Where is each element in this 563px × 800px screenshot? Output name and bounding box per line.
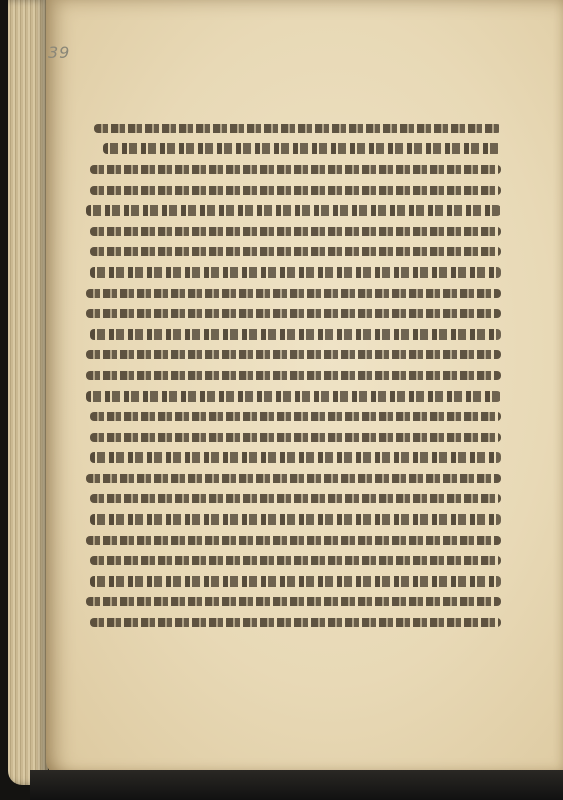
manuscript-line <box>86 365 501 386</box>
manuscript-text-block <box>86 118 501 678</box>
line-text <box>86 468 501 489</box>
line-text <box>86 592 501 613</box>
manuscript-line <box>86 303 501 324</box>
manuscript-line <box>86 324 501 345</box>
line-text <box>86 509 501 530</box>
line-text <box>86 489 501 510</box>
manuscript-line <box>86 180 501 201</box>
line-text <box>86 324 501 345</box>
line-text <box>86 571 501 592</box>
manuscript-line <box>86 139 501 160</box>
folio-number: 39 <box>48 43 71 62</box>
line-text <box>86 303 501 324</box>
manuscript-line <box>86 159 501 180</box>
manuscript-line <box>86 612 501 633</box>
manuscript-line <box>86 406 501 427</box>
manuscript-line <box>86 509 501 530</box>
manuscript-line <box>86 571 501 592</box>
manuscript-line <box>86 200 501 221</box>
line-text <box>86 406 501 427</box>
manuscript-line <box>86 468 501 489</box>
manuscript-line <box>86 386 501 407</box>
manuscript-line <box>86 489 501 510</box>
line-text <box>86 118 501 139</box>
line-text <box>86 221 501 242</box>
page-edges <box>8 0 48 785</box>
line-text <box>86 612 501 633</box>
manuscript-line <box>86 550 501 571</box>
manuscript-line <box>86 262 501 283</box>
line-text <box>86 283 501 304</box>
page-shadow <box>30 770 563 800</box>
line-text <box>86 365 501 386</box>
manuscript-line <box>86 345 501 366</box>
line-text <box>86 386 501 407</box>
line-text <box>86 262 501 283</box>
manuscript-line <box>86 221 501 242</box>
line-text <box>86 139 501 160</box>
line-text <box>86 345 501 366</box>
line-text <box>86 200 501 221</box>
line-text <box>86 159 501 180</box>
line-text <box>86 242 501 263</box>
line-text <box>86 427 501 448</box>
line-text <box>86 530 501 551</box>
manuscript-line <box>86 592 501 613</box>
manuscript-line <box>86 448 501 469</box>
manuscript-line <box>86 427 501 448</box>
line-text <box>86 180 501 201</box>
line-text <box>86 550 501 571</box>
manuscript-line <box>86 283 501 304</box>
manuscript-line <box>86 530 501 551</box>
manuscript-line <box>86 118 501 139</box>
line-text <box>86 448 501 469</box>
manuscript-line <box>86 242 501 263</box>
